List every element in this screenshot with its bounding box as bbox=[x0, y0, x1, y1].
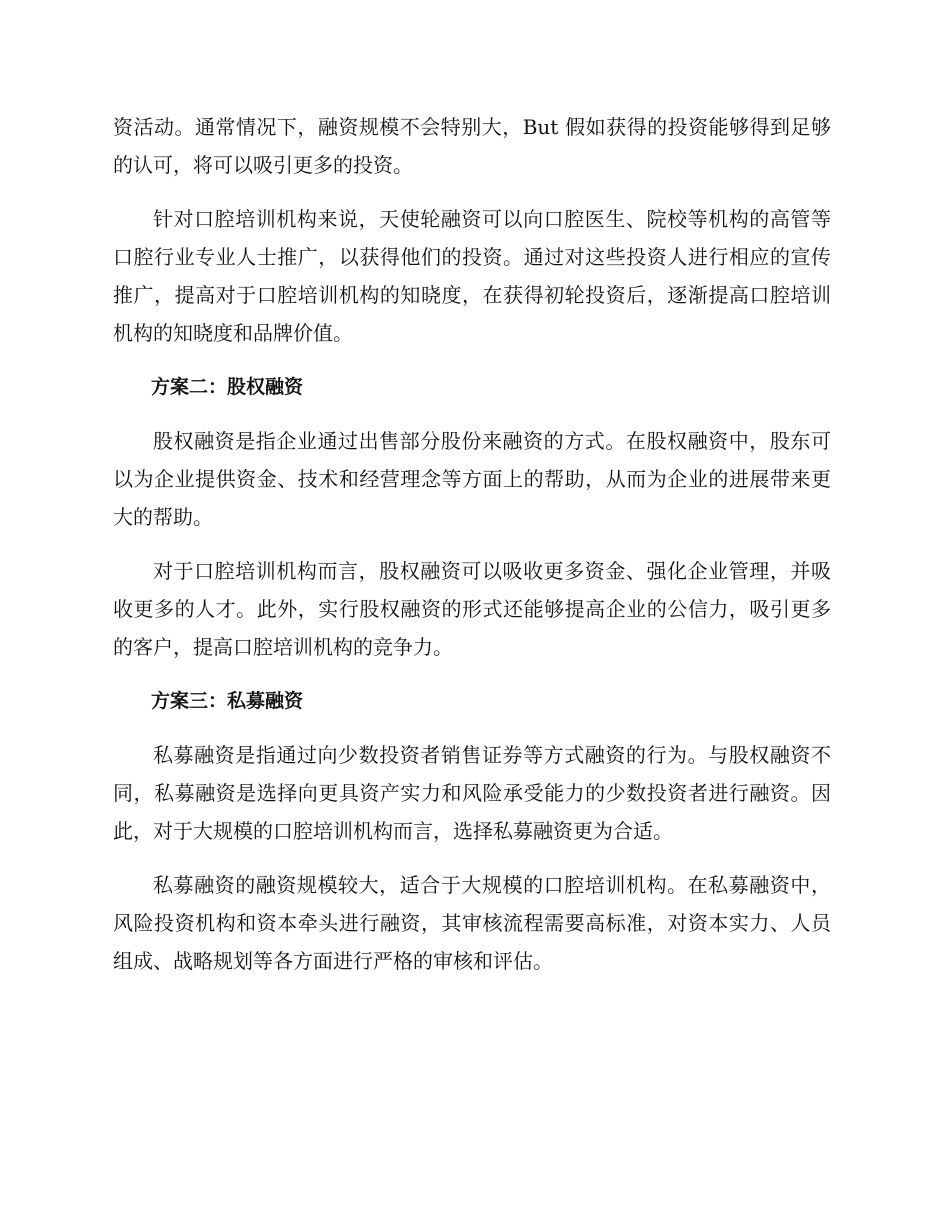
paragraph-equity-benefits: 对于口腔培训机构而言，股权融资可以吸收更多资金、强化企业管理，并吸收更多的人才。此外，实行股权融资的形式还能够提高企业的公信力，吸引更多的客户，提高口腔培训机构的竞争力。 bbox=[113, 559, 831, 659]
paragraph-private-scale: 私募融资的融资规模较大，适合于大规模的口腔培训机构。在私募融资中，风险投资机构和资本牵头进行融资，其审核流程需要高标准，对资本实力、人员组成、战略规划等各方面进行严格的审核和评估。 bbox=[113, 873, 831, 973]
paragraph-private-definition: 私募融资是指通过向少数投资者销售证券等方式融资的行为。与股权融资不同，私募融资是选择向更具资产实力和风险承受能力的少数投资者进行融资。因此，对于大规模的口腔培训机构而言，选择私募融资更为合适。 bbox=[113, 743, 831, 843]
paragraph-continued: 资活动。通常情况下，融资规模不会特别大，But 假如获得的投资能够得到足够的认可，将可以吸引更多的投资。 bbox=[113, 115, 831, 177]
paragraph-equity-definition: 股权融资是指企业通过出售部分股份来融资的方式。在股权融资中，股东可以为企业提供资金、技术和经营理念等方面上的帮助，从而为企业的进展带来更大的帮助。 bbox=[113, 429, 831, 529]
paragraph-angel-round: 针对口腔培训机构来说，天使轮融资可以向口腔医生、院校等机构的高管等口腔行业专业人士推广，以获得他们的投资。通过对这些投资人进行相应的宣传推广，提高对于口腔培训机构的知晓度，在获得初轮投资后，逐渐提高口腔培训机构的知晓度和品牌价值。 bbox=[113, 207, 831, 345]
section-heading-equity: 方案二：股权融资 bbox=[151, 376, 304, 398]
document-body bbox=[113, 108, 831, 996]
section-heading-private: 方案三：私募融资 bbox=[151, 690, 304, 712]
